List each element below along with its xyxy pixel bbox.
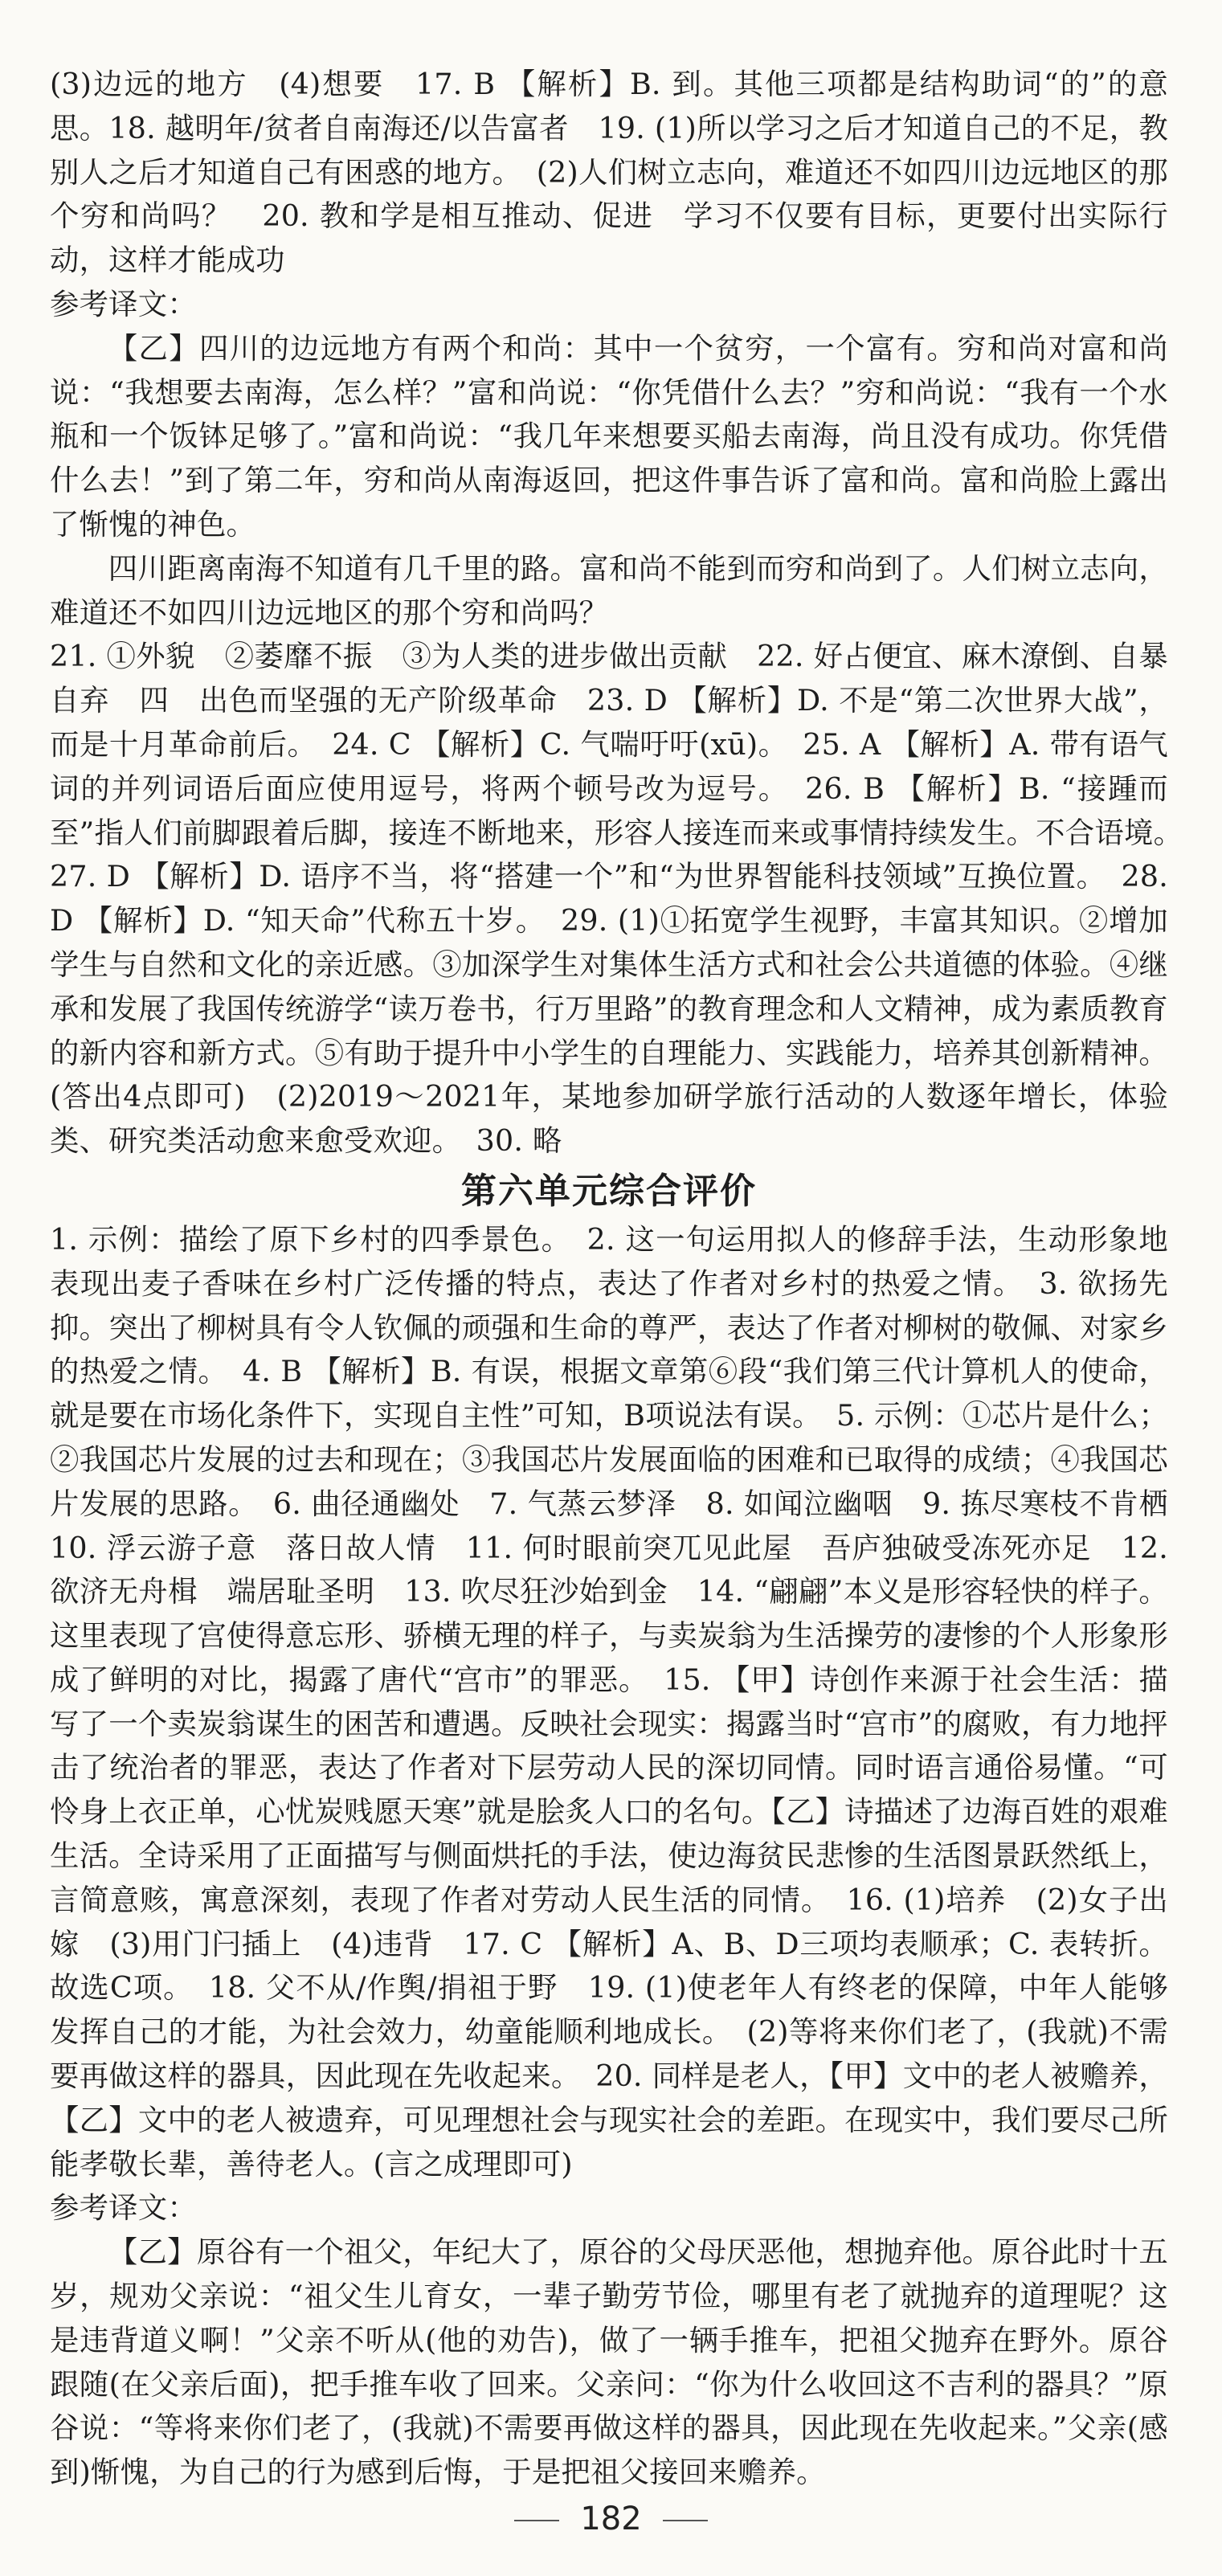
translation-1-paragraph-2: 四川距离南海不知道有几千里的路。富和尚不能到而穷和尚到了。人们树立志向，难道还不如四川边远地区的那个穷和尚吗？ (50, 550, 1168, 630)
answer-content (50, 63, 1198, 2495)
answers-part-3: 1. 示例：描绘了原下乡村的四季景色。 2. 这一句运用拟人的修辞手法，生动形象地表现出麦子香味在乡村广泛传播的特点，表达了作者对乡村的热爱之情。 3. 欲扬先抑。突出了柳树具有令人钦佩的顽强和生命的尊严，表达了作者对柳树的敬佩、对家乡的热爱之情。 4. B 【解析】B. 有误，根据文章第⑥段“我们第三代计算机人的使命，就是要在市场化条件下，实现自主性”可知，B项说法有误。 5. 示例：①芯片是什么；②我国芯片发展的过去和现在；③我国芯片发展面临的困难和已取得的成绩；④我国芯片发展的思路。 6. 曲径通幽处 7. 气蒸云梦泽 8. 如闻泣幽咽 9. 拣尽寒枝不肯栖 10. 浮云游子意 落日故人情 11. 何时眼前突兀见此屋 吾庐独破受冻死亦足 12. 欲济无舟楫 端居耻圣明 13. 吹尽狂沙始到金 14. “翩翩”本义是形容轻快的样子。这里表现了宫使得意忘形、骄横无理的样子，与卖炭翁为生活操劳的凄惨的个人形象形成了鲜明的对比，揭露了唐代“宫市”的罪恶。 15. 【甲】诗创作来源于社会生活：描写了一个卖炭翁谋生的困苦和遭遇。反映社会现实：揭露当时“宫市”的腐败，有力地抨击了统治者的罪恶，表达了作者对下层劳动人民的深切同情。同时语言通俗易懂。“可怜身上衣正单，心忧炭贱愿天寒”就是脍炙人口的名句。【乙】诗描述了边海百姓的艰难生活。全诗采用了正面描写与侧面烘托的手法，使边海贫民悲惨的生活图景跃然纸上，言简意赅，寓意深刻，表现了作者对劳动人民生活的同情。 16. (1)培养 (2)女子出嫁 (3)用门闩插上 (4)违背 17. C 【解析】A、B、D三项均表顺承；C. 表转折。故选C项。 18. 父不从/作舆/捐祖于野 19. (1)使老年人有终老的保障，中年人能够发挥自己的才能，为社会效力，幼童能顺利地成长。 (2)等将来你们老了，(我就)不需要再做这样的器具，因此现在先收起来。 20. 同样是老人，【甲】文中的老人被赡养，【乙】文中的老人被遗弃，可见理想社会与现实社会的差距。在现实中，我们要尽己所能孝敬长辈，善待老人。(言之成理即可) (50, 1221, 1198, 2181)
translation-2-paragraph-1: 【乙】原谷有一个祖父，年纪大了，原谷的父母厌恶他，想抛弃他。原谷此时十五岁，规劝父亲说：“祖父生儿育女，一辈子勤劳节俭，哪里有老了就抛弃的道理呢？这是违背道义啊！”父亲不听从(他的劝告)，做了一辆手推车，把祖父抛弃在野外。原谷跟随(在父亲后面)，把手推车收了回来。父亲问：“你为什么收回这不吉利的器具？”原谷说：“等将来你们老了，(我就)不需要再做这样的器具，因此现在先收起来。”父亲(感到)惭愧，为自己的行为感到后悔，于是把祖父接回来赡养。 (50, 2235, 1168, 2490)
left-dash (514, 2520, 559, 2521)
section-title: 第六单元综合评价 (461, 1170, 757, 1212)
right-dash (663, 2520, 708, 2521)
translation-2-label: 参考译文： (50, 2190, 197, 2226)
page-number: 182 (580, 2500, 642, 2537)
answers-part-2: 21. ①外貌 ②萎靡不振 ③为人类的进步做出贡献 22. 好占便宜、麻木潦倒、自暴自弃 四 出色而坚强的无产阶级革命 23. D 【解析】D. 不是“第二次世界大战”，而是十月革命前后。 24. C 【解析】C. 气喘吁吁(xū)。 25. A 【解析】A. 带有语气词的并列词语后面应使用逗号，将两个顿号改为逗号。 26. B 【解析】B. “接踵而至”指人们前脚跟着后脚，接连不断地来，形容人接连而来或事情持续发生。不合语境。 27. D 【解析】D. 语序不当，将“搭建一个”和“为世界智能科技领域”互换位置。 28. D 【解析】D. “知天命”代称五十岁。 29. (1)①拓宽学生视野，丰富其知识。②增加学生与自然和文化的亲近感。③加深学生对集体生活方式和社会公共道德的体验。④继承和发展了我国传统游学“读万卷书，行万里路”的教育理念和人文精神，成为素质教育的新内容和新方式。⑤有助于提升中小学生的自理能力、实践能力，培养其创新精神。(答出4点即可) (2)2019～2021年，某地参加研学旅行活动的人数逐年增长，体验类、研究类活动愈来愈受欢迎。 30. 略 (50, 639, 1198, 1159)
translation-1-paragraph-1: 【乙】四川的边远地方有两个和尚：其中一个贫穷，一个富有。穷和尚对富和尚说：“我想要去南海，怎么样？”富和尚说：“你凭借什么去？”穷和尚说：“我有一个水瓶和一个饭钵足够了。”富和尚说：“我几年来想要买船去南海，尚且没有成功。你凭借什么去！”到了第二年，穷和尚从南海返回，把这件事告诉了富和尚。富和尚脸上露出了惭愧的神色。 (50, 330, 1168, 542)
page-number-footer (0, 2500, 1222, 2537)
answers-part-1: (3)边远的地方 (4)想要 17. B 【解析】B. 到。其他三项都是结构助词“的”的意思。18. 越明年/贫者自南海还/以告富者 19. (1)所以学习之后才知道自己的不足，教别人之后才知道自己有困惑的地方。 (2)人们树立志向，难道还不如四川边远地区的那个穷和尚吗？ 20. 教和学是相互推动、促进 学习不仅要有目标，更要付出实际行动，这样才能成功 (50, 67, 1168, 278)
translation-1-label: 参考译文： (50, 286, 197, 321)
